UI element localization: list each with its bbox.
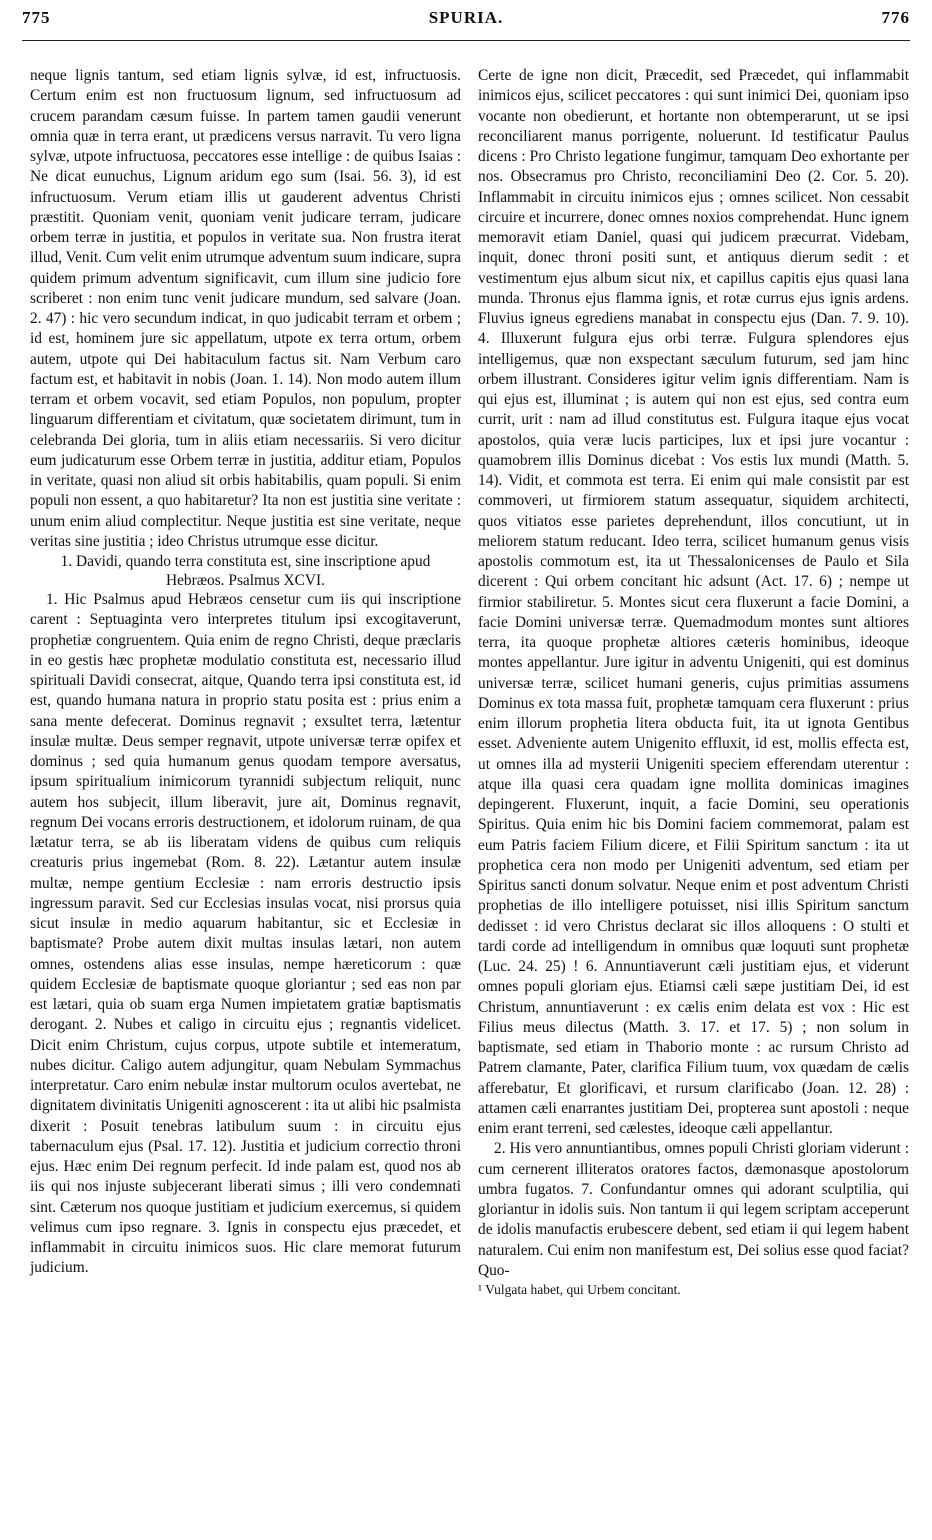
- page-number-right: 776: [881, 8, 910, 27]
- running-title: SPURIA.: [428, 8, 504, 27]
- page-number-left: 775: [22, 8, 51, 27]
- footnote: ¹ Vulgata habet, qui Urbem concitant.: [478, 1282, 681, 1297]
- left-column: [30, 66, 461, 1279]
- running-header: [22, 8, 910, 38]
- psalm-heading: 1. Davidi, quando terra constituta est, sine inscriptione apud Hebræos. Psalmus XCVI.: [60, 553, 431, 589]
- right-paragraph-2: 2. His vero annuntiantibus, omnes populi Christi gloriam viderunt : cum cernerent illiteratos oratores factos, dæmonasque apostolorum umbra fugatos. 7. Confundantur omnes qui adorant sculptilia, qui gloriantur in idolis suis. Non tantum ii qui legem scriptam acceperunt de idolis manufactis erubescere debent, sed etiam ii qui legem habent naturalem. Cui enim non manifestum est, Dei solius esse quod faciat? Quo-: [478, 1140, 909, 1279]
- right-column: [478, 66, 909, 1299]
- left-paragraph-1: neque lignis tantum, sed etiam lignis sylvæ, id est, infructuosis. Certum enim est non fructuosum lignum, sed infructuosum ad crucem parandam cæsum fuisse. In partem tamen gaudii venerunt omnia quæ in terra erant, ut prædicens versus narravit. Tu vero ligna sylvæ, utpote infructuosa, peccatores esse intellige : de quibus Isaias : Ne dicat eunuchus, Lignum aridum ego sum (Isai. 56. 3), id est infructuosum. Verum etiam illis ut gauderent adventus Christi præstitit. Quoniam venit, quoniam venit judicare terram, judicare orbem terræ in justitia, et populos in veritate sua. Non frustra iterat illud, Venit. Cum velit enim utrumque adventum suum indicare, supra quidem primum adventum significavit, cum illum sine judicio fore scriberet : non enim tunc venit judicare mundum, sed salvare (Joan. 2. 47) : hic vero secundum indicat, in quo judicabit terram et orbem ; id est, hominem jure sic appellatum, utpote ex terra ortum, orbem autem, utpote qui Dei habitaculum factus sit. Nam Verbum caro factum est, et habitavit in nobis (Joan. 1. 14). Non modo autem illum terram et orbem vocavit, sed etiam Populos, non populum, propter linguarum differentiam et civitatum, quæ societatem dirimunt, tum in celebranda Dei gloria, tum in aliis etiam necessariis. Si vero dicitur eum judicaturum esse Orbem terræ in justitia, additur etiam, Populos in veritate, quasi non aliud sit orbis habitabilis, quam populi. Si enim populi non essent, a quo habitaretur? Ita non est justitia sine veritate : unum enim aliud complectitur. Neque justitia est sine veritate, neque veritas sine justitia ; ideo Christus utrumque esse dicitur.: [30, 67, 461, 550]
- header-rule: [22, 40, 910, 41]
- left-paragraph-2: 1. Hic Psalmus apud Hebræos censetur cum iis qui inscriptione carent : Septuaginta vero interpretes titulum ipsi excogitaverunt, prophetiæ congruentem. Quia enim de regno Christi, deque præclaris in eo gestis hæc prophetæ modulatio constituta est, necessario illud spirituali Davidi consecrat, aitque, Quando terra ipsi constituta est, id est, quando humana natura in proprio statu posita est : prius enim a sana mente defecerat. Dominus regnavit ; exsultet terra, lætentur insulæ multæ. Deus semper regnavit, utpote universæ terræ opifex et dominus ; sed quia humanum genus quodam tempore aversatus, ipsum spiritualium inimicorum tyrannidi subjectum reliquit, nunc autem hos subjecit, illum liberavit, jure ait, Dominus regnavit, regnum Dei vocans erroris destructionem, et idolorum ruinam, de qua lætatur terra, se ab iis liberatam videns de quibus cum reliquis creaturis prius ingemebat (Rom. 8. 22). Lætantur autem insulæ multæ, nempe gentium Ecclesiæ : nam erroris destructio ipsis ingressum paravit. Sed cur Ecclesias insulas vocat, nisi prorsus quia sicut insulæ in medio aquarum habitantur, sic et Ecclesiæ in baptismate? Probe autem dixit multas insulas lætari, non autem omnes, ostendens alias esse insulas, nempe hæreticorum : quæ quidem Ecclesiæ de baptismate quoque gloriantur ; sed eas non par est lætari, quia ob suam erga Numen impietatem gratiæ baptismatis derogant. 2. Nubes et caligo in circuitu ejus ; regnantis videlicet. Dicit enim Christum, cujus corpus, utpote subtile et intemeratum, nubes dicitur. Caligo autem adjungitur, quam Nebulam Symmachus interpretatur. Caro enim nebulæ instar multorum oculos avertebat, ne dignitatem divinitatis Unigeniti agnoscerent : ita ut alibi hic psalmista dixerit : Posuit tenebras latibulum suum : in circuitu ejus tabernaculum ejus (Psal. 17. 12). Justitia et judicium correctio throni ejus. Hæc enim Dei regnum perfecit. Id inde palam est, quod nos ab iis qui nos injuste subjecerant liberati simus ; illi vero condemnati sint. Cæterum nos quoque justitiam et judicium exercemus, si quidem velimus cum ipso regnare. 3. Ignis in conspectu ejus præcedet, et inflammabit in circuitu inimicos suos. Hic clare memorat futurum judicium.: [30, 591, 461, 1277]
- right-paragraph-1: Certe de igne non dicit, Præcedit, sed Præcedet, qui inflammabit inimicos ejus, scilicet peccatores : qui sunt inimici Dei, quoniam ipso vocante non obedierunt, et hortante non obtemperarunt, ut se ipsi reconciliarent manus porrigente, noluerunt. Id testificatur Paulus dicens : Pro Christo legatione fungimur, tamquam Deo exhortante per nos. Obsecramus pro Christo, reconciliamini Deo (2. Cor. 5. 20). Inflammabit in circuitu inimicos ejus ; omnes scilicet. Non cessabit circuire et incurrere, donec omnes noxios comprehendat. Hunc ignem memoravit etiam Daniel, quasi qui judicem præcurrat. Videbam, inquit, donec throni positi sunt, et antiquus dierum sedit : et vestimentum ejus album sicut nix, et capillus capitis ejus quasi lana munda. Thronus ejus flamma ignis, et rotæ currus ejus ignis ardens. Fluvius igneus egrediens manabat in conspectu ejus (Dan. 7. 9. 10). 4. Illuxerunt fulgura ejus orbi terræ. Fulgura splendores ejus intelligemus, quæ non exspectant sæculum futurum, sed jam hinc orbem illustrant. Consideres igitur velim ignis differentiam. Nam is qui ejus est, illuminat ; is autem qui non est ejus, sed contra eum currit, urit : nam ad illud constitutus est. Fulgura itaque ejus vocat apostolos, quia veræ lucis participes, lux et ipsi jure vocantur : quamobrem illis Dominus dicebat : Vos estis lux mundi (Matth. 5. 14). Vidit, et commota est terra. Ei enim qui male consistit par est commoveri, ut firmiorem statum assequatur, siquidem architecti, quos vitiatos esse parietes deprehendunt, illos concutiunt, ut in meliorem statum reducant. Ideo terra, scilicet humanum genus visis apostolis commotum est, ita ut Thessalonicenses de Paulo et Sila dicerent : Qui orbem concitant hic adsunt (Act. 17. 6) ; nempe ut firmior stabiliretur. 5. Montes sicut cera fluxerunt a facie Domini, a facie Domini universæ terræ. Quemadmodum montes sunt altiores terra, ita quoque prophetæ altiores cæteris hominibus, ideoque montes appellantur. Jure igitur in adventu Unigeniti, qui est dominus universæ terræ, scilicet humani generis, cujus primitias assumens Dominus ex tota massa fuit, prophetæ tamquam cera fluxerunt : prius enim illorum prophetia litera obducta fuit, ita ut ignota Gentibus esset. Adveniente autem Unigenito effluxit, id est, mollis effecta est, ut omnes illa ad mysterii Unigeniti speciem efferendam uterentur : atque illa quasi cera quadam igne mollita dominicas imagines depingerent. Fluxerunt, inquit, a facie Domini, seu operationis Spiritus. Quia enim hic bis Domini faciem commemorat, palam est eum Patris faciem Filium dicere, et Filii Spiritum sanctum : ita ut prophetica cera non modo per Unigeniti adventum, sed etiam per Spiritus sancti donum solvatur. Neque enim et post adventum Christi prophetias de illo intelligere potuisset, nisi illis Spiritum sanctum dedisset : id vero Christus declarat sic illos alloquens : O stulti et tardi corde ad intelligendum in omnibus quæ loquuti sunt prophetæ (Luc. 24. 25) ! 6. Annuntiaverunt cæli justitiam ejus, et viderunt omnes populi gloriam ejus. Etiamsi cæli sæpe justitiam Dei, id est Christum, annuntiaverunt : ex cælis enim delata est vox : Hic est Filius meus dilectus (Matth. 3. 17. et 17. 5) ; non solum in baptismate, sed etiam in Thaborio monte : ac rursum Christo ad Patrem clamante, Pater, clarifica Filium tuum, vox quædam de cælis afferebatur, Et glorificavi, et rursum clarificabo (Joan. 12. 28) : attamen cæli enarrantes justitiam Dei, propterea sunt apostoli : neque enim erant terreni, sed cælestes, ideoque cæli appellantur.: [478, 67, 909, 1137]
